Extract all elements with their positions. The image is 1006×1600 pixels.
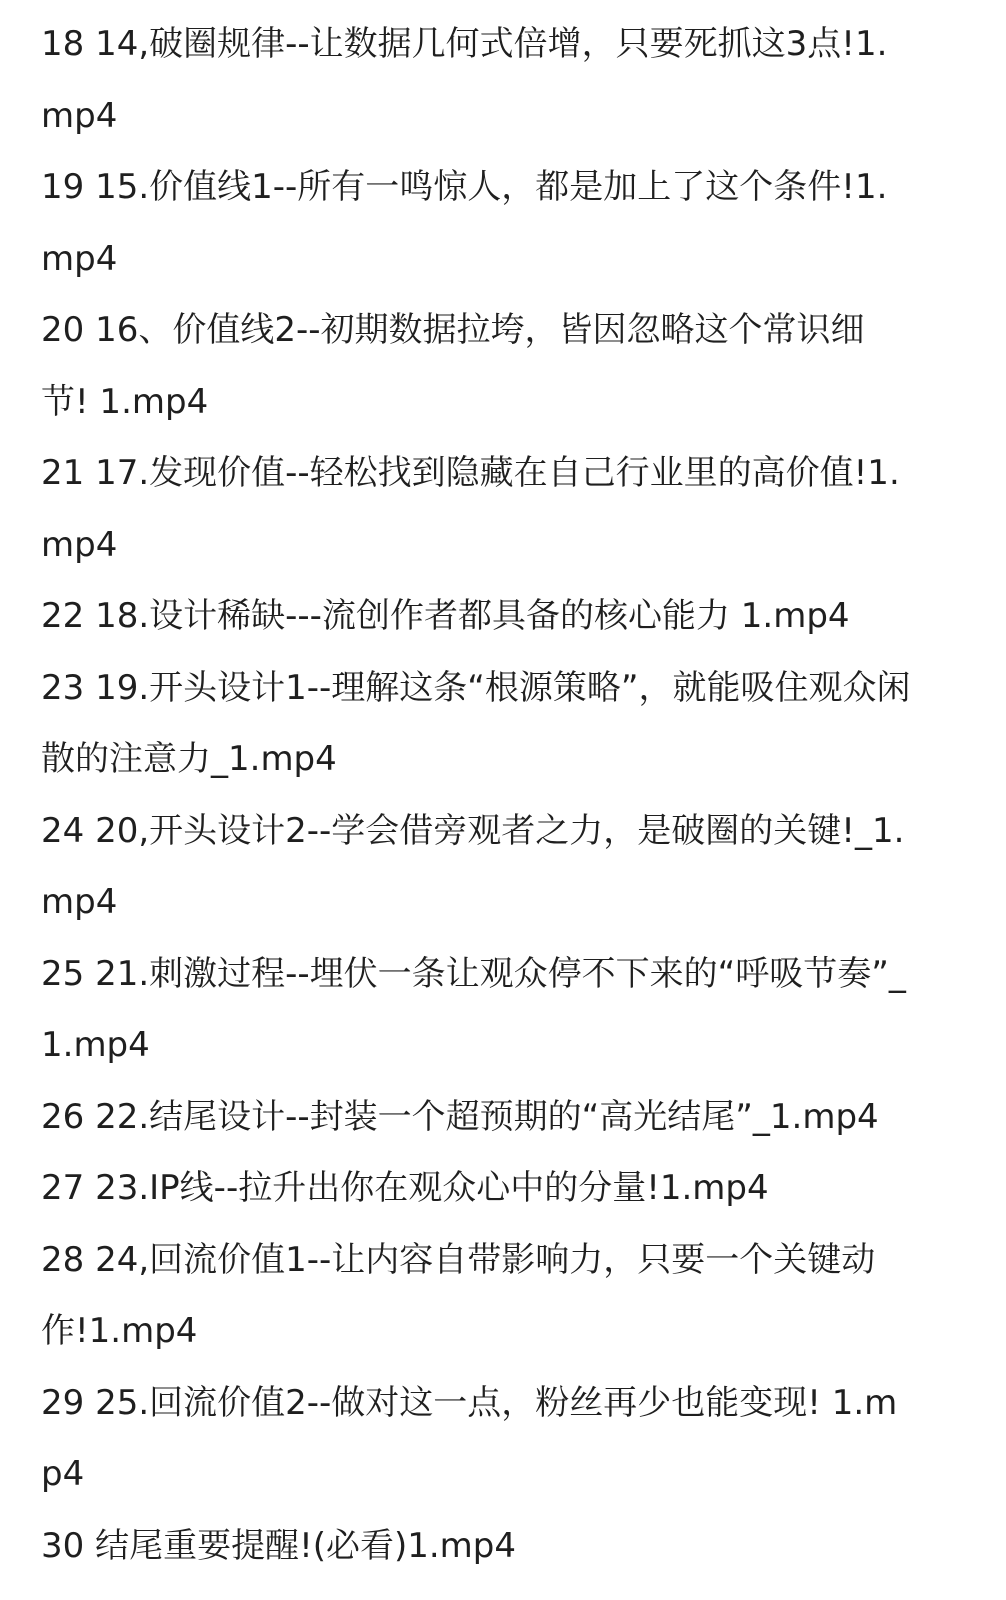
file-entry-line: 散的注意力_1.mp4: [41, 739, 337, 779]
file-entry-line: 24 20,开头设计2--学会借旁观者之力，是破圈的关键!_1.: [41, 810, 905, 851]
file-entry-line: p4: [41, 1454, 85, 1494]
file-entry-line: 作!1.mp4: [41, 1311, 198, 1351]
file-entry-line: 29 25.回流价值2--做对这一点，粉丝再少也能变现! 1.m: [41, 1382, 898, 1423]
file-entry-line: 20 16、价值线2--初期数据拉垮，皆因忽略这个常识细: [41, 310, 865, 350]
file-entry-line: 21 17.发现价值--轻松找到隐藏在自己行业里的高价值!1.: [41, 453, 900, 493]
file-entry-line: 1.mp4: [41, 1025, 150, 1065]
file-entry-line: 19 15.价值线1--所有一鸣惊人，都是加上了这个条件!1.: [41, 167, 888, 207]
file-entry-line: 30 结尾重要提醒!(必看)1.mp4: [41, 1525, 517, 1566]
file-entry-line: 23 19.开头设计1--理解这条“根源策略”，就能吸住观众闲: [41, 667, 911, 708]
file-list-document: [41, 9, 961, 1582]
file-entry-line: mp4: [41, 95, 118, 136]
file-entry-line: 26 22.结尾设计--封装一个超预期的“高光结尾”_1.mp4: [41, 1096, 879, 1137]
file-entry-line: 18 14,破圈规律--让数据几何式倍增，只要死抓这3点!1.: [41, 24, 888, 64]
file-entry-line: 25 21.刺激过程--埋伏一条让观众停不下来的“呼吸节奏”_: [41, 953, 906, 994]
file-entry-line: mp4: [41, 238, 118, 279]
file-entry-line: 节! 1.mp4: [41, 381, 209, 422]
file-entry-line: mp4: [41, 524, 118, 565]
file-entry-line: 22 18.设计稀缺---流创作者都具备的核心能力 1.mp4: [41, 596, 850, 636]
file-entry-line: 27 23.IP线--拉升出你在观众心中的分量!1.mp4: [41, 1168, 769, 1208]
file-entry-line: 28 24,回流价值1--让内容自带影响力，只要一个关键动: [41, 1239, 876, 1280]
file-entry-line: mp4: [41, 882, 118, 922]
